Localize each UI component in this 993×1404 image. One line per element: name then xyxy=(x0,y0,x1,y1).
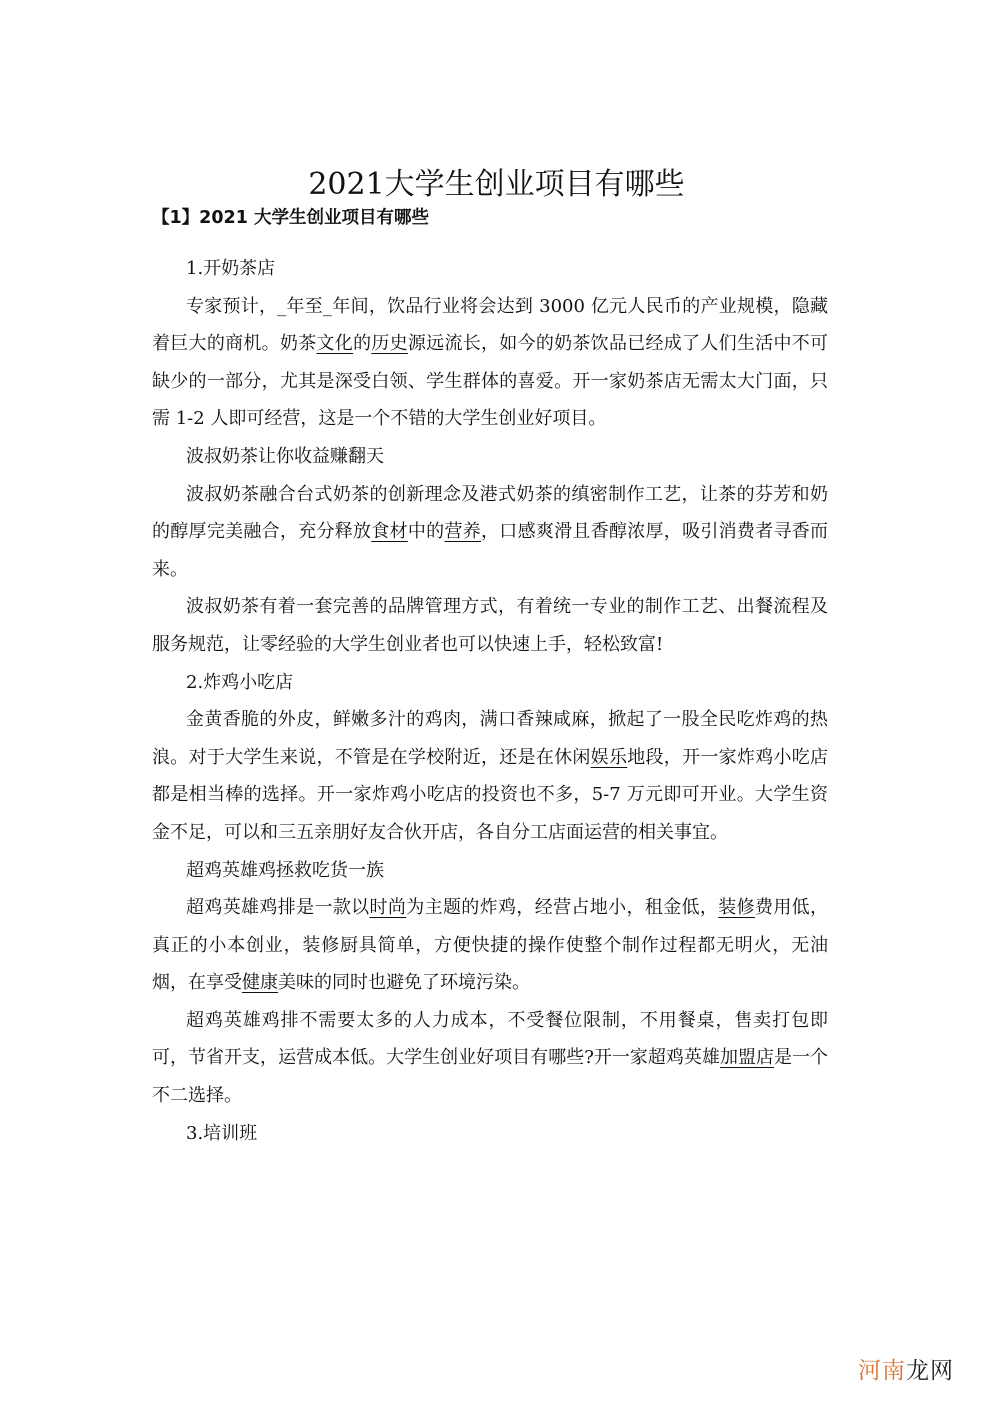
subheading xyxy=(152,438,828,476)
text-run: ，口感爽滑且香醇浓厚，吸引消费者寻香而来。 xyxy=(152,521,829,580)
text-run: 的 xyxy=(353,333,372,355)
underlined-link[interactable]: 时尚 xyxy=(369,897,407,919)
paragraph xyxy=(152,701,828,851)
document-body xyxy=(152,250,828,1152)
paragraph xyxy=(152,1002,828,1115)
text-run: 波叔奶茶让你收益赚翻天 xyxy=(186,445,384,467)
text-run: 波叔奶茶有着一套完善的品牌管理方式，有着统一专业的制作工艺、出餐流程及服务规范，让零经验的大学生创业者也可以快速上手，轻松致富! xyxy=(152,596,828,655)
subheading xyxy=(152,1115,828,1153)
text-run: 超鸡英雄鸡拯救吃货一族 xyxy=(186,859,384,881)
paragraph xyxy=(152,588,828,663)
text-run: 2.炸鸡小吃店 xyxy=(186,671,294,693)
watermark-part1: 河南 xyxy=(858,1358,906,1384)
text-run: 波叔奶茶融合台式奶茶的创新理念及港式奶茶的缜密制作工艺，让茶的芬芳和奶的醇厚完美融合，充分释放 xyxy=(152,483,828,543)
text-run: 费用低，真正的小本创业，装修厨具简单，方便快捷的操作使整个制作过程都无明火，无油烟，在享受 xyxy=(152,897,829,994)
underlined-link[interactable]: 文化 xyxy=(316,333,354,355)
subheading xyxy=(152,852,828,890)
underlined-link[interactable]: 健康 xyxy=(242,972,278,994)
text-run: 为主题的炸鸡，经营占地小，租金低， xyxy=(406,897,719,919)
text-run: 1.开奶茶店 xyxy=(186,258,276,279)
subheading xyxy=(152,250,828,288)
text-run: 地段，开一家炸鸡小吃店都是相当棒的选择。开一家炸鸡小吃店的投资也不多，5-7 万元即可开业。大学生资金不足，可以和三五亲朋好友合伙开店，各自分工店面运营的相关事宜。 xyxy=(152,746,829,843)
underlined-link[interactable]: 装修 xyxy=(718,897,755,919)
text-run: 金黄香脆的外皮，鲜嫩多汁的鸡肉，满口香辣咸麻，掀起了一股全民吃炸鸡的热浪。对于大学生来说，不管是在学校附近，还是在休闲 xyxy=(152,709,828,768)
text-run: 源远流长，如今的奶茶饮品已经成了人们生活中不可缺少的一部分，尤其是深受白领、学生群体的喜爱。开一家奶茶店无需太大门面，只需 1-2 人即可经营，这是一个不错的大学生创业好项目。 xyxy=(152,333,829,430)
subheading xyxy=(152,664,828,702)
underlined-link[interactable]: 食材 xyxy=(371,521,408,543)
text-run: 3.培训班 xyxy=(186,1122,258,1144)
watermark-part2: 龙网 xyxy=(906,1358,954,1384)
page-title: 2021大学生创业项目有哪些 xyxy=(308,167,685,203)
paragraph xyxy=(152,476,828,589)
text-run: 中的 xyxy=(407,521,445,543)
text-run: 专家预计，_年至_年间，饮品行业将会达到 3000 亿元人民币的产业规模，隐藏着巨大的商机。奶茶 xyxy=(152,295,828,355)
watermark-logo xyxy=(858,1352,954,1385)
underlined-link[interactable]: 营养 xyxy=(444,521,482,543)
section-heading: 【1】2021 大学生创业项目有哪些 xyxy=(152,208,429,228)
underlined-link[interactable]: 历史 xyxy=(371,333,408,355)
underlined-link[interactable]: 加盟店 xyxy=(719,1047,774,1069)
text-run: 超鸡英雄鸡排是一款以 xyxy=(186,897,370,919)
underlined-link[interactable]: 娱乐 xyxy=(590,746,628,768)
text-run: 超鸡英雄鸡排不需要太多的人力成本，不受餐位限制，不用餐桌，售卖打包即可，节省开支，运营成本低。大学生创业好项目有哪些?开一家超鸡英雄 xyxy=(152,1009,828,1069)
text-run: 美味的同时也避免了环境污染。 xyxy=(278,972,530,994)
paragraph xyxy=(152,889,828,1002)
text-run: 是一个不二选择。 xyxy=(152,1047,829,1107)
paragraph xyxy=(152,288,828,438)
